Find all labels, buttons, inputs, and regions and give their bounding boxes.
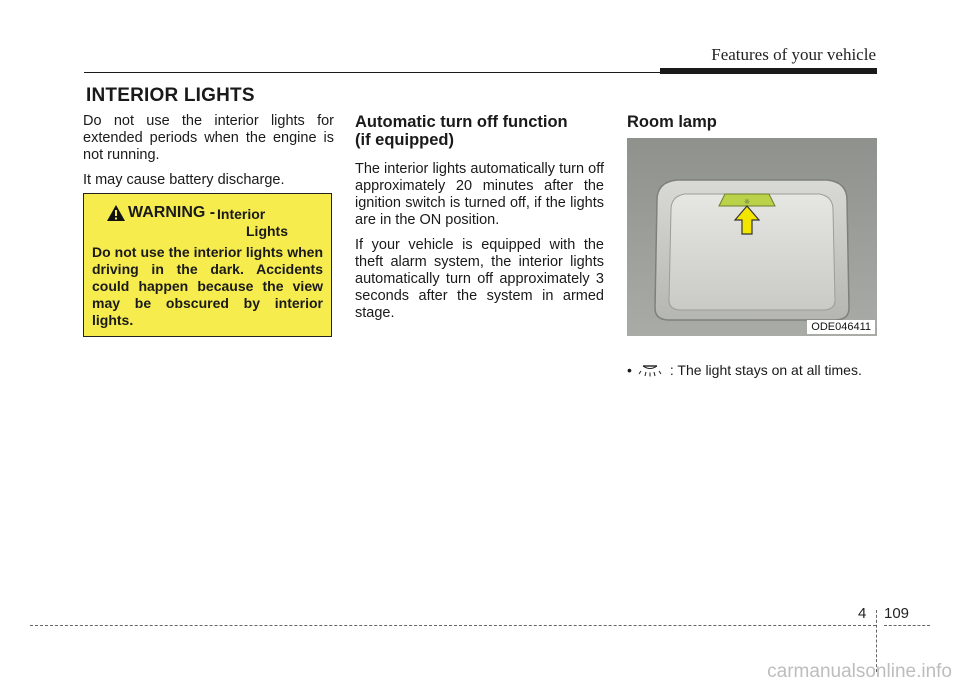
page-header-title: Features of your vehicle <box>711 45 876 64</box>
room-lamp-heading: Room lamp <box>627 113 717 131</box>
intro-paragraph-1: Do not use the interior lights for extended periods when the engine is not running. <box>83 113 334 163</box>
room-lamp-photo <box>627 138 877 336</box>
bullet-text: : The light stays on at all times. <box>669 362 862 378</box>
section-title: INTERIOR LIGHTS <box>86 85 255 106</box>
header-rule-thick <box>660 68 877 74</box>
warning-triangle-icon <box>106 204 126 222</box>
warning-header <box>92 202 323 240</box>
bullet-marker: • <box>627 362 632 378</box>
column-intro <box>83 113 334 197</box>
watermark-text: carmanualsonline.info <box>767 661 952 682</box>
lamp-always-on-icon <box>638 363 662 377</box>
warning-subject-line-2: Lights <box>246 223 288 239</box>
auto-off-heading <box>355 113 604 149</box>
warning-label: WARNING - <box>128 204 216 221</box>
warning-subject-line-1: Interior <box>217 206 266 222</box>
footer-dashed-line <box>30 625 876 626</box>
room-lamp-bullet <box>627 362 862 378</box>
room-lamp-illustration <box>627 138 877 336</box>
svg-text:☼: ☼ <box>743 198 751 206</box>
photo-code-label: ODE046411 <box>807 320 875 334</box>
warning-box <box>83 193 332 337</box>
header-rule-thin <box>84 72 660 73</box>
intro-paragraph-2: It may cause battery discharge. <box>83 172 285 188</box>
footer-dashed-line-right <box>884 625 930 626</box>
column-auto-off <box>355 113 604 330</box>
page-number: 109 <box>884 605 910 622</box>
auto-off-paragraph-2: If your vehicle is equipped with the theft alarm system, the interior lights automatically turn off approximately 3 seconds after the system in armed stage. <box>355 237 604 321</box>
auto-off-paragraph-1: The interior lights automatically turn off approximately 20 minutes after the ignition switch is turned off, if the lights are in the ON position. <box>355 161 604 228</box>
auto-off-heading-line-1: Automatic turn off function <box>355 113 568 131</box>
auto-off-heading-line-2: (if equipped) <box>355 131 454 149</box>
page-chapter: 4 <box>858 605 867 622</box>
warning-body: Do not use the interior lights when driving in the dark. Accidents could happen because the view may be obscured by interior lights. <box>92 244 323 328</box>
